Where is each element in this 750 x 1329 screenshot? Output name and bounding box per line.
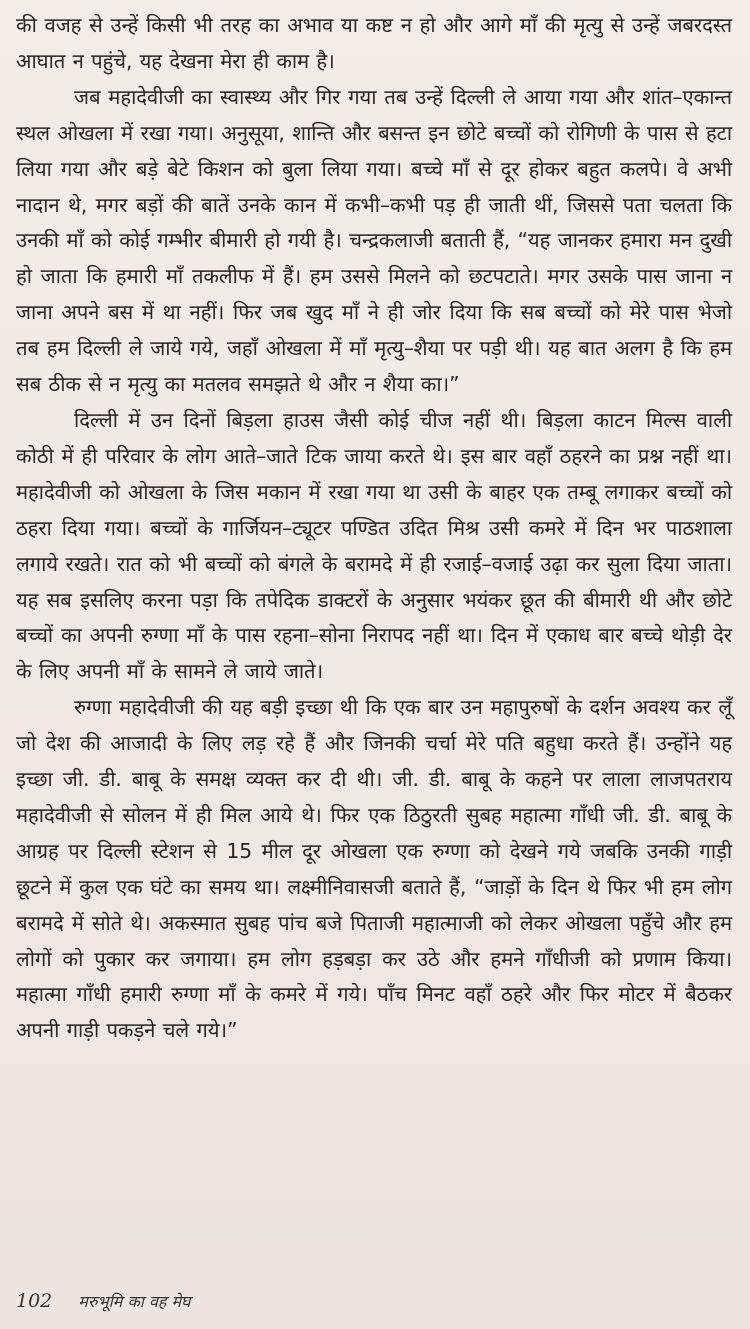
body-text [16, 8, 732, 1049]
paragraph-gandhi-visit: रुग्णा महादेवीजी की यह बड़ी इच्छा थी कि एक बार उन महापुरुषों के दर्शन अवश्य कर लूँ जो देश की आजादी के लिए लड़ रहे हैं और जिनकी चर्चा मेरे पति बहुधा करते हैं। उन्होंने यह इच्छा जी. डी. बाबू के समक्ष व्यक्त कर दी थी। जी. डी. बाबू के कहने पर लाला लाजपतराय महादेवीजी से सोलन में ही मिल आये थे। फिर एक ठिठुरती सुबह महात्मा गाँधी जी. डी. बाबू के आग्रह पर दिल्ली स्टेशन से 15 मील दूर ओखला एक रुग्णा को देखने गये जबकि उनकी गाड़ी छूटने में कुल एक घंटे का समय था। लक्ष्मीनिवासजी बताते हैं, “जाड़ों के दिन थे फिर भी हम लोग बरामदे में सोते थे। अकस्मात सुबह पांच बजे पिताजी महात्माजी को लेकर ओखला पहुँचे और हम लोगों को पुकार कर जगाया। हम लोग हड़बड़ा कर उठे और हमने गाँधीजी को प्रणाम किया। महात्मा गाँधी हमारी रुग्णा माँ के कमरे में गये। पाँच मिनट वहाँ ठहरे और फिर मोटर में बैठकर अपनी गाड़ी पकड़ने चले गये।” [16, 695, 732, 1043]
paragraph-mahadevi-illness: जब महादेवीजी का स्वास्थ्य और गिर गया तब उन्हें दिल्ली ले आया गया और शांत–एकान्त स्थल ओखला में रखा गया। अनुसूया, शान्ति और बसन्त इन छोटे बच्चों को रोगिणी के पास से हटा लिया गया और बड़े बेटे किशन को बुला लिया गया। बच्चे माँ से दूर होकर बहुत कलपे। वे अभी नादान थे, मगर बड़ों की बातें उनके कान में कभी–कभी पड़ ही जाती थीं, जिससे पता चलता कि उनकी माँ को कोई गम्भीर बीमारी हो गयी है। चन्द्रकलाजी बताती हैं, “यह जानकर हमारा मन दुखी हो जाता कि हमारी माँ तकलीफ में हैं। हम उससे मिलने को छटपटाते। मगर उसके पास जाना न जाना अपने बस में था नहीं। फिर जब खुद माँ ने ही जोर दिया कि सब बच्चों को मेरे पास भेजो तब हम दिल्ली ले जाये गये, जहाँ ओखला में माँ मृत्यु–शैया पर पड़ी थी। यह बात अलग है कि हम सब ठीक से न मृत्यु का मतलव समझते थे और न शैया का।” [16, 84, 732, 397]
running-title: मरुभूमि का वह मेघ [78, 1292, 191, 1311]
page-footer [16, 1290, 190, 1312]
paragraph-delhi-stay: दिल्ली में उन दिनों बिड़ला हाउस जैसी कोई चीज नहीं थी। बिड़ला काटन मिल्स वाली कोठी में ही परिवार के लोग आते–जाते टिक जाया करते थे। इस बार वहाँ ठहरने का प्रश्न नहीं था। महादेवीजी को ओखला के जिस मकान में रखा गया था उसी के बाहर एक तम्बू लगाकर बच्चों को ठहरा दिया गया। बच्चों के गार्जियन–ट्यूटर पण्डित उदित मिश्र उसी कमरे में दिन भर पाठशाला लगाये रखते। रात को भी बच्चों को बंगले के बरामदे में ही रजाई–वजाई उढ़ा कर सुला दिया जाता। यह सब इसलिए करना पड़ा कि तपेदिक डाक्टरों के अनुसार भयंकर छूत की बीमारी थी और छोटे बच्चों का अपनी रुग्णा माँ के पास रहना–सोना निरापद नहीं था। दिन में एकाध बार बच्चे थोड़ी देर के लिए अपनी माँ के सामने ले जाये जाते। [16, 407, 732, 684]
paragraph-continuation: की वजह से उन्हें किसी भी तरह का अभाव या कष्ट न हो और आगे माँ की मृत्यु से उन्हें जबरदस्त आघात न पहुंचे, यह देखना मेरा ही काम है। [16, 13, 732, 73]
page-number: 102 [16, 1290, 53, 1312]
